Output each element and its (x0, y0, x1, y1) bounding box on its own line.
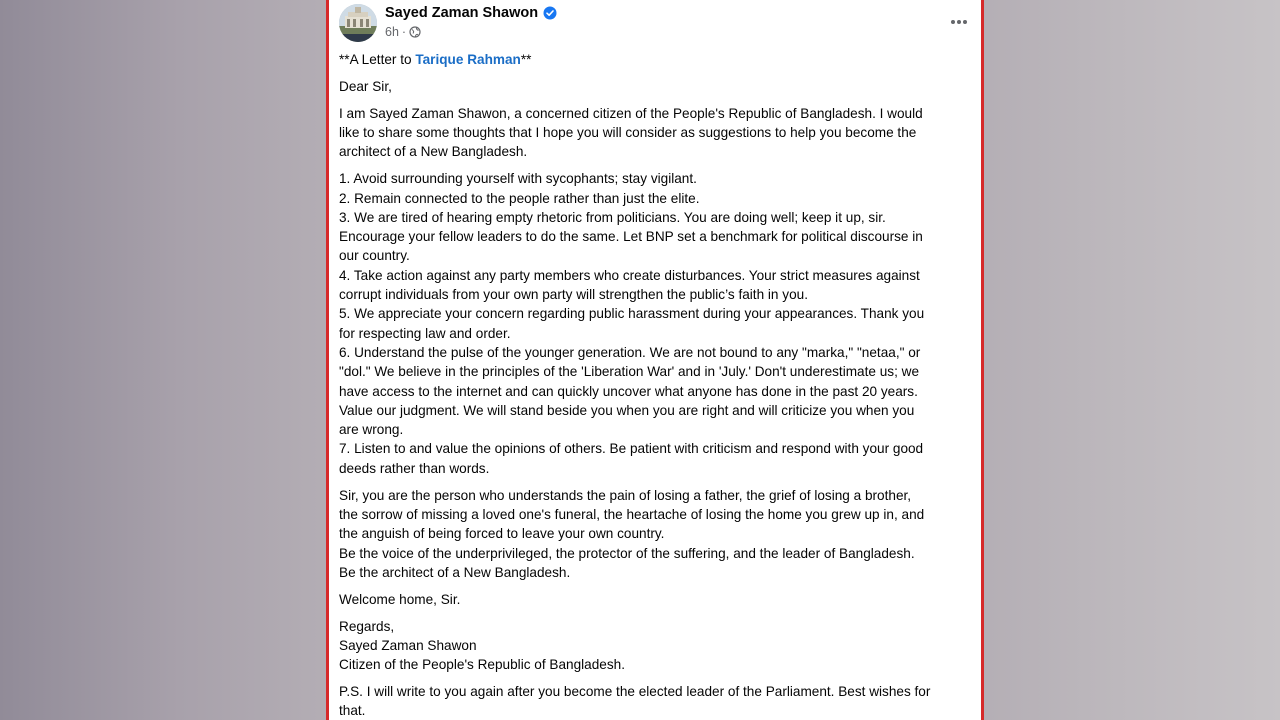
text-line: 7. Listen to and value the opinions of others. Be patient with criticism and respond with your good (339, 441, 924, 457)
text-line: 6. Understand the pulse of the younger generation. We are not bound to any "marka," "netaa," or (339, 344, 921, 360)
text-line: Welcome home, Sir. (339, 591, 461, 607)
text-line: Citizen of the People's Republic of Bangladesh. (339, 657, 625, 673)
text-line: 1. Avoid surrounding yourself with sycophants; stay vigilant. (339, 171, 697, 187)
author-line (385, 5, 557, 21)
signature-block (339, 617, 973, 675)
title-suffix: ** (520, 52, 532, 67)
post-timestamp[interactable]: 6h (385, 25, 399, 39)
post-header (329, 0, 981, 48)
post-meta (385, 25, 421, 39)
verified-badge-icon (543, 6, 557, 20)
author-name[interactable]: Sayed Zaman Shawon (385, 5, 539, 21)
postscript (339, 682, 973, 720)
text-line: corrupt individuals from your own party will strengthen the public’s faith in you. (339, 287, 808, 303)
text-line: like to share some thoughts that I hope you will consider as suggestions to help you become the (339, 125, 917, 141)
text-line: Dear Sir, (339, 78, 392, 94)
mention-link[interactable]: Tarique Rahman (415, 52, 521, 67)
text-line: have access to the internet and can quickly uncover what anyone has done in the past 20 years. (339, 383, 918, 399)
title-prefix: **A Letter to (339, 52, 416, 67)
text-line: deeds rather than words. (339, 460, 490, 476)
text-line: 4. Take action against any party members who create disturbances. Your strict measures against (339, 267, 920, 283)
avatar-image (339, 4, 377, 42)
text-line: 2. Remain connected to the people rather than just the elite. (339, 190, 700, 206)
text-line: are wrong. (339, 422, 404, 438)
text-line: 5. We appreciate your concern regarding public harassment during your appearances. Thank you (339, 306, 925, 322)
more-options-button[interactable] (947, 10, 971, 34)
intro-paragraph (339, 104, 973, 162)
text-line: 3. We are tired of hearing empty rhetoric from politicians. You are doing well; keep it up, sir. (339, 209, 886, 225)
text-line: Encourage your fellow leaders to do the same. Let BNP set a benchmark for political discourse in (339, 229, 923, 245)
text-line: Value our judgment. We will stand beside you when you are right and will criticize you when you (339, 402, 915, 418)
text-line: P.S. I will write to you again after you become the elected leader of the Parliament. Best wishes for (339, 684, 931, 700)
text-line: for respecting law and order. (339, 325, 511, 341)
text-line: our country. (339, 248, 410, 264)
post-body (339, 50, 973, 720)
text-line: that. (339, 703, 366, 719)
text-line: Be the voice of the underprivileged, the protector of the suffering, and the leader of Bangladesh. (339, 545, 915, 561)
text-line: the anguish of being forced to leave your own country. (339, 526, 665, 542)
more-options-icon (950, 19, 968, 25)
text-line: Sir, you are the person who understands the pain of losing a father, the grief of losing a brother, (339, 487, 912, 503)
globe-icon[interactable] (409, 26, 421, 38)
text-line: I am Sayed Zaman Shawon, a concerned citizen of the People's Republic of Bangladesh. I would (339, 105, 923, 121)
closing-paragraph (339, 486, 973, 582)
text-line: Sayed Zaman Shawon (339, 637, 477, 653)
meta-separator: · (401, 25, 407, 39)
suggestions-list (339, 169, 973, 478)
text-line: Regards, (339, 618, 395, 634)
welcome-line (339, 590, 973, 609)
text-line: Be the architect of a New Bangladesh. (339, 564, 571, 580)
letter-title (339, 50, 973, 69)
post-card (326, 0, 984, 720)
avatar[interactable] (339, 4, 377, 42)
text-line: architect of a New Bangladesh. (339, 144, 528, 160)
greeting (339, 77, 973, 96)
text-line: "dol." We believe in the principles of the 'Liberation War' and in 'July.' Don't underestimate us; we (339, 364, 920, 380)
text-line: the sorrow of missing a loved one's funeral, the heartache of losing the home you grew up in, and (339, 506, 925, 522)
